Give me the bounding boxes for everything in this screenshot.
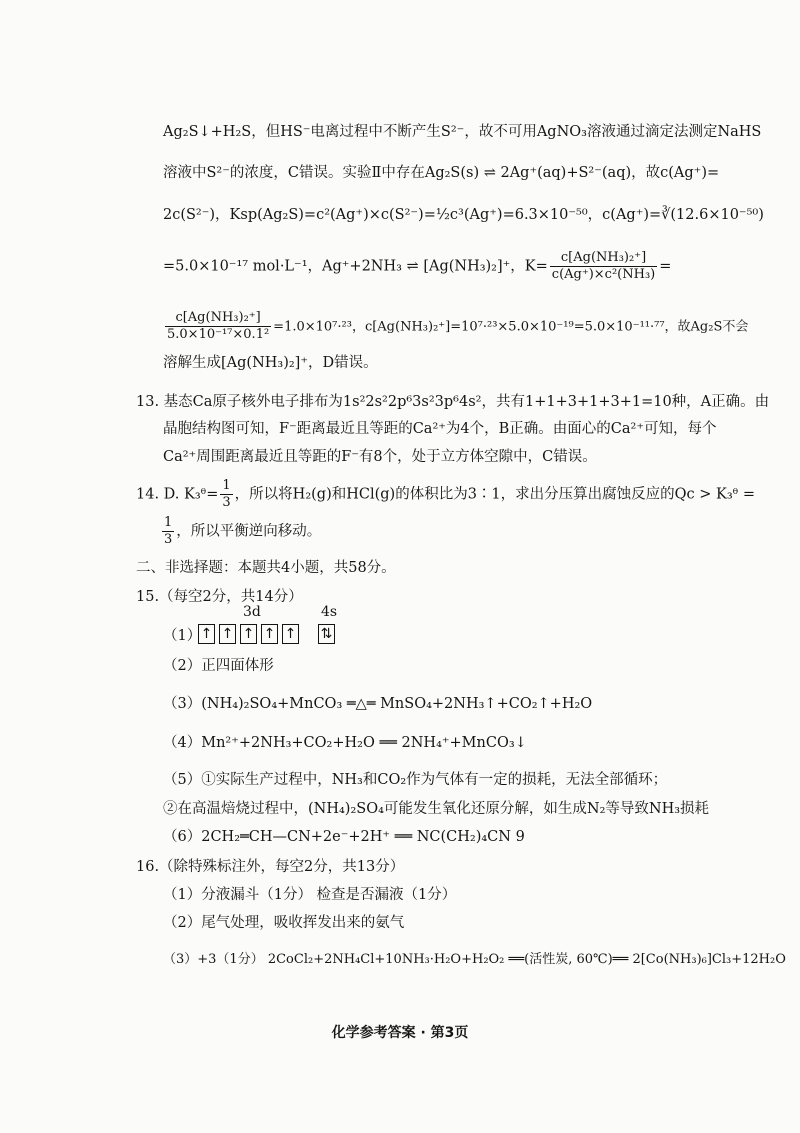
equilibrium-constant-fraction [550,250,657,283]
q15-p6: （6）2CH₂═CH—CN+2e⁻+2H⁺ ══ NC(CH₂)₄CN 9 [163,829,525,845]
orbital-3d-box-2: ↑ [219,624,236,644]
k-fraction-2 [162,515,174,548]
answer-12-line-2: 溶液中S²⁻的浓度，C错误。实验Ⅱ中存在Ag₂S(s) ⇌ 2Ag⁺(aq)+S²⁻(aq)，故c(Ag⁺)= [163,165,720,181]
q15-p2: （2）正四面体形 [163,658,274,674]
answer-12-line-3: 2c(S²⁻)，Ksp(Ag₂S)=c²(Ag⁺)×c(S²⁻)=½c³(Ag⁺)=6.3×10⁻⁵⁰，c(Ag⁺)=∛(12.6×10⁻⁵⁰) [163,207,764,223]
answer-13-line-2: 晶胞结构图可知，F⁻距离最近且等距的Ca²⁺为4个，B正确。由面心的Ca²⁺可知，每个 [163,421,717,437]
q16-p1: （1）分液漏斗（1分） 检查是否漏液（1分） [163,887,457,903]
fraction-denominator: c(Ag⁺)×c²(NH₃) [551,267,656,282]
q15-p4: （4）Mn²⁺+2NH₃+CO₂+H₂O ══ 2NH₄⁺+MnCO₃↓ [163,735,527,751]
fraction-numerator: 1 [222,478,231,493]
orbital-3d-box-4: ↑ [261,624,278,644]
orbital-3d-box-5: ↑ [282,624,299,644]
q16-header: 16.（除特殊标注外，每空2分，共13分） [136,859,405,875]
fraction-denominator: 5.0×10⁻¹⁷×0.1² [167,327,270,342]
answer-14-line-2 [160,515,321,548]
orbital-3d-label: 3d [243,604,261,620]
answer-12-line-6: 溶解生成[Ag(NH₃)₂]⁺，D错误。 [163,355,378,371]
answer-12-line-1: Ag₂S↓+H₂S，但HS⁻电离过程中不断产生S²⁻，故不可用AgNO₃溶液通过滴定法测定NaHS [163,124,762,140]
answer-12-line-4-tail: = [659,258,672,275]
orbital-4s-label: 4s [321,604,338,620]
answer-14-line-1 [136,478,755,511]
q16-p3: （3）+3（1分） 2CoCl₂+2NH₄Cl+10NH₃·H₂O+H₂O₂ ══(活性炭, 60℃)══ 2[Co(NH₃)₆]Cl₃+12H₂O [163,952,786,967]
answer-12-line-4-text: =5.0×10⁻¹⁷ mol·L⁻¹，Ag⁺+2NH₃ ⇌ [Ag(NH₃)₂]⁺，K= [163,258,548,275]
q15-p5-b: ②在高温焙烧过程中，(NH₄)₂SO₄可能发生氧化还原分解，如生成N₂等导致NH₃损耗 [163,801,710,817]
orbital-3d-box-3: ↑ [240,624,257,644]
fraction-numerator: 1 [164,515,173,530]
answer-13-line-1: 13. 基态Ca原子核外电子排布为1s²2s²2p⁶3s²3p⁶4s²，共有1+1+3+1+3+1=10种，A正确。由 [136,394,770,410]
answer-12-line-4 [163,250,671,283]
answer-13-line-3: Ca²⁺周围距离最近且等距的F⁻有8个，处于立方体空隙中，C错误。 [163,449,597,465]
fraction-numerator: c[Ag(NH₃)₂⁺] [550,250,657,267]
q15-p5-a: （5）①实际生产过程中，NH₃和CO₂作为气体有一定的损耗，无法全部循环； [163,772,668,788]
answer-12-line-5 [163,310,748,343]
orbital-3d-box-1: ↑ [198,624,215,644]
concentration-fraction [165,310,271,343]
fraction-denominator: 3 [222,495,231,510]
q15-p1-label: （1） [163,628,202,644]
answer-14-text: ，所以将H₂(g)和HCl(g)的体积比为3∶1，求出分压算出腐蚀反应的Qc > K₃ᶿ = [234,486,756,503]
page-footer: 化学参考答案 · 第3页 [331,1025,469,1041]
q15-p3: （3）(NH₄)₂SO₄+MnCO₃ ═△═ MnSO₄+2NH₃↑+CO₂↑+H₂O [163,696,593,712]
answer-12-line-5-text: =1.0×10⁷·²³，c[Ag(NH₃)₂⁺]=10⁷·²³×5.0×10⁻¹⁹=5.0×10⁻¹¹·⁷⁷，故Ag₂S不会 [273,319,749,335]
k-fraction [220,478,232,511]
q16-p2: （2）尾气处理，吸收挥发出来的氨气 [163,915,405,931]
orbital-4s-box: ⇅ [318,624,335,644]
fraction-numerator: c[Ag(NH₃)₂⁺] [165,310,271,327]
fraction-denominator: 3 [164,532,173,547]
section-heading: 二、非选择题：本题共4小题，共58分。 [136,560,396,576]
answer-14-label: 14. D. K₃ᶿ= [136,486,219,503]
q15-header: 15.（每空2分，共14分） [136,589,303,605]
answer-14-conclusion: ，所以平衡逆向移动。 [176,523,322,540]
